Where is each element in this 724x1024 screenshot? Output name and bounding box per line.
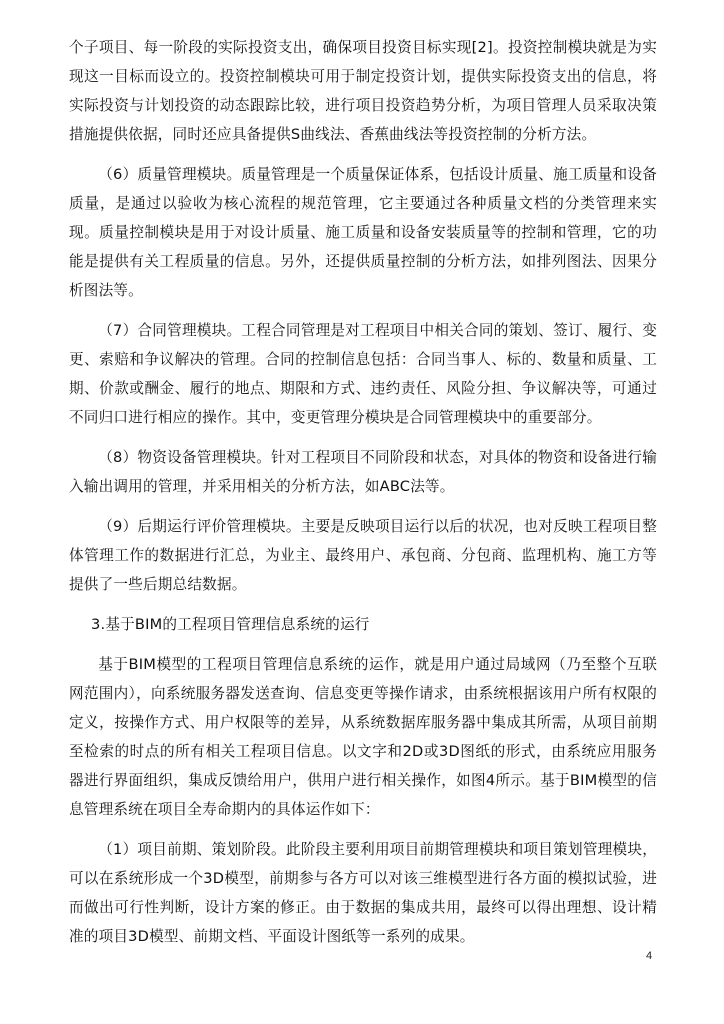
body-paragraph-project-planning-stage: （1）项目前期、策划阶段。此阶段主要利用项目前期管理模块和项目策划管理模块，可以在系统形成一个3D模型，前期参与各方可以对该三维模型进行各方面的模拟试验，进而做出可行性判断，设计方案的修正。由于数据的集成共用，最终可以得出理想、设计精准的项目3D模型、前期文档、平面设计图纸等一系列的成果。	[69, 841, 657, 945]
body-paragraph-system-operation: 基于BIM模型的工程项目管理信息系统的运作，就是用户通过局域网（乃至整个互联网范围内），向系统服务器发送查询、信息变更等操作请求，由系统根据该用户所有权限的定义，按操作方式、用户权限等的差异，从系统数据库服务器中集成其所需，从项目前期至检索的时点的所有相关工程项目信息。以文字和2D或3D图纸的形式，由系统应用服务器进行界面组织，集成反馈给用户，供用户进行相关操作，如图4所示。基于BIM模型的信息管理系统在项目全寿命期内的具体运作如下：	[69, 656, 657, 818]
page-number: 4	[646, 950, 653, 962]
document-page	[69, 33, 657, 962]
body-paragraph-materials-equipment: （8）物资设备管理模块。针对工程项目不同阶段和状态，对具体的物资和设备进行输入输出调用的管理，并采用相关的分析方法，如ABC法等。	[69, 449, 657, 495]
body-paragraph-contract-management: （7）合同管理模块。工程合同管理是对工程项目中相关合同的策划、签订、履行、变更、索赔和争议解决的管理。合同的控制信息包括：合同当事人、标的、数量和质量、工期、价款或酬金、履行的地点、期限和方式、违约责任、风险分担、争议解决等，可通过不同归口进行相应的操作。其中，变更管理分模块是合同管理模块中的重要部分。	[69, 322, 657, 426]
body-paragraph-post-operation-evaluation: （9）后期运行评价管理模块。主要是反映项目运行以后的状况，也对反映工程项目整体管理工作的数据进行汇总，为业主、最终用户、承包商、分包商、监理机构、施工方等提供了一些后期总结数据。	[69, 518, 657, 593]
section-heading: 3.基于BIM的工程项目管理信息系统的运行	[91, 616, 370, 633]
body-paragraph-quality-management: （6）质量管理模块。质量管理是一个质量保证体系，包括设计质量、施工质量和设备质量，是通过以验收为核心流程的规范管理，它主要通过各种质量文档的分类管理来实现。质量控制模块是用于对设计质量、施工质量和设备安装质量等的控制和管理，它的功能是提供有关工程质量的信息。另外，还提供质量控制的分析方法，如排列图法、因果分析图法等。	[69, 166, 657, 299]
body-paragraph-investment-control: 个子项目、每一阶段的实际投资支出，确保项目投资目标实现[2]。投资控制模块就是为实现这一目标而设立的。投资控制模块可用于制定投资计划，提供实际投资支出的信息，将实际投资与计划投资的动态跟踪比较，进行项目投资趋势分析，为项目管理人员采取决策措施提供依据，同时还应具备提供S曲线法、香蕉曲线法等投资控制的分析方法。	[69, 39, 657, 143]
